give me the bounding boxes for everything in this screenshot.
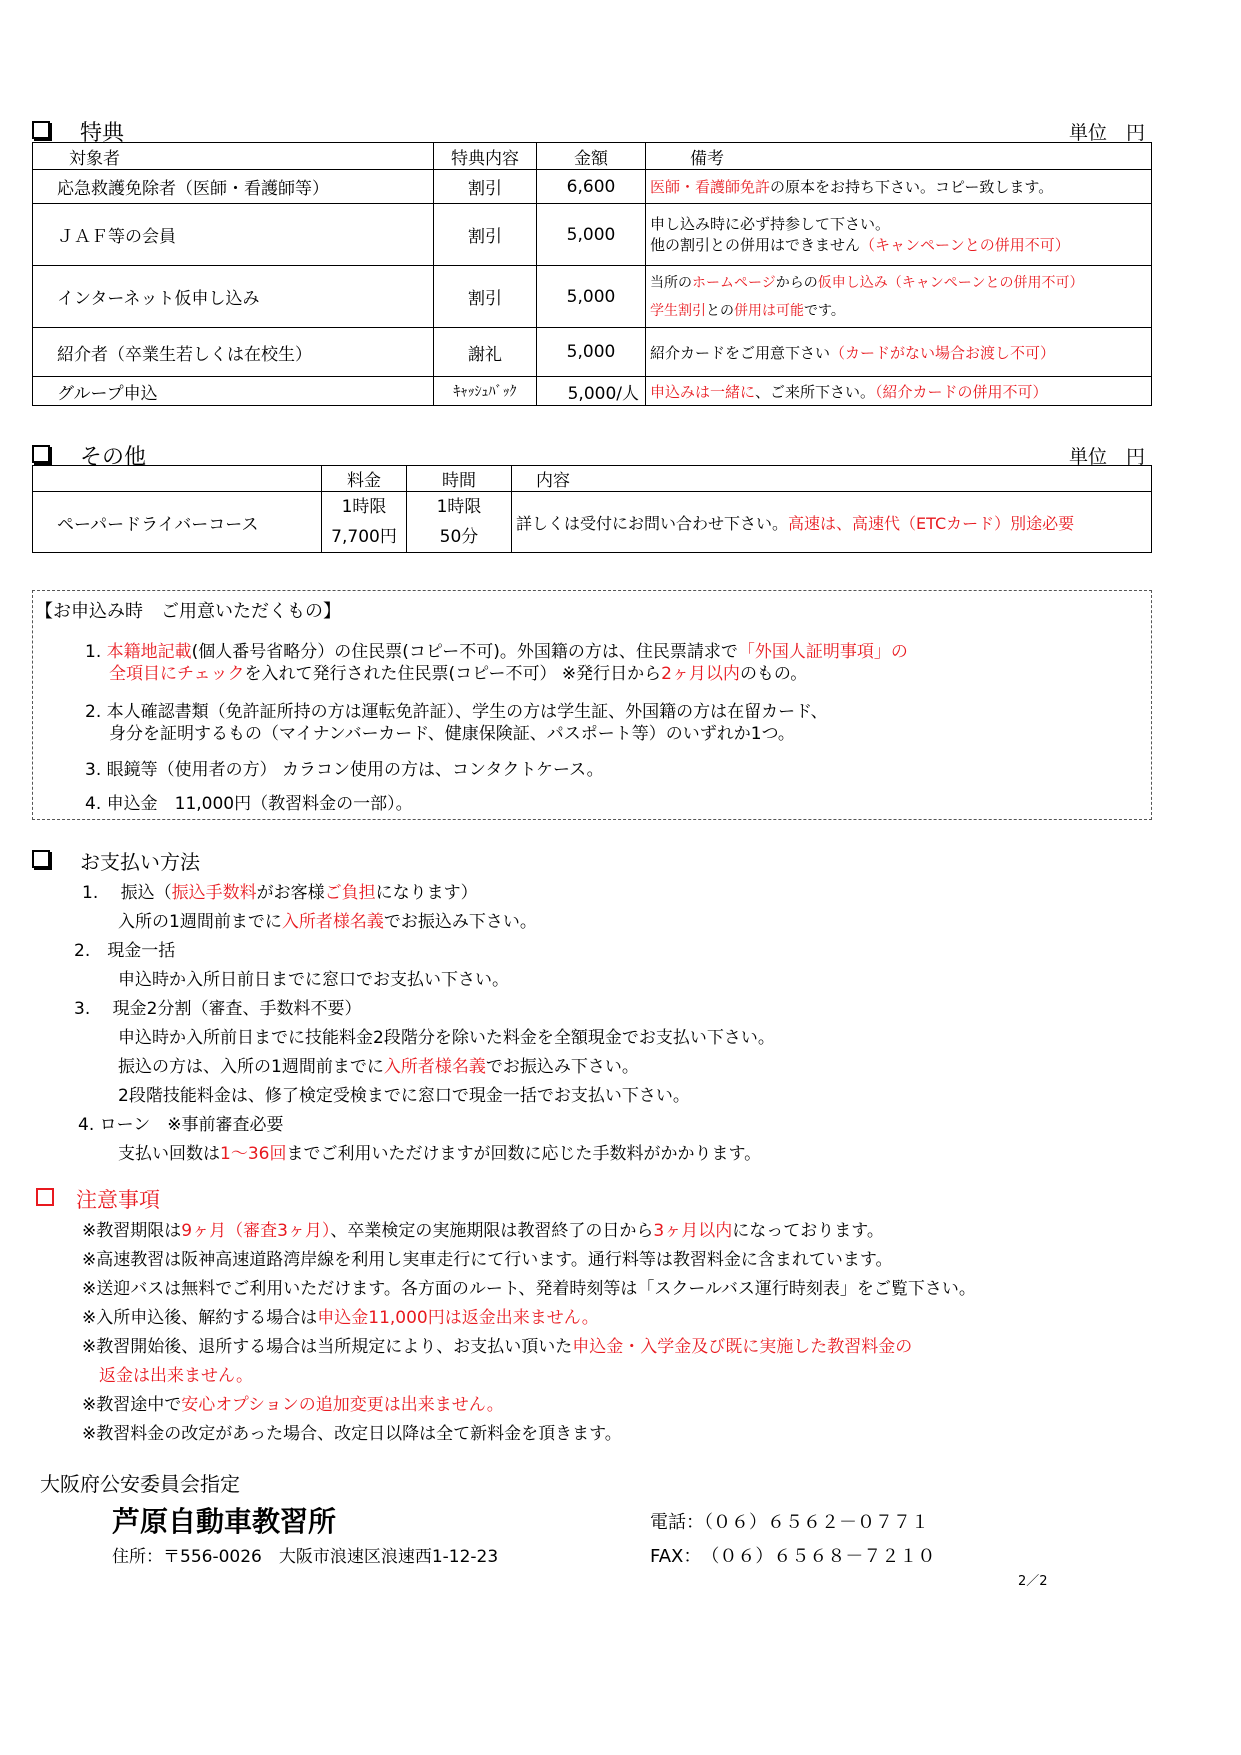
checkbox-square-icon xyxy=(32,121,50,139)
prepare-item: 4. 申込金 11,000円（教習料金の一部）。 xyxy=(85,794,413,814)
text-run: 入所の1週間前までに xyxy=(118,912,282,932)
tokuten-table xyxy=(32,142,1152,406)
square-icon xyxy=(36,1188,54,1206)
row-content: 謝礼 xyxy=(434,328,537,377)
chui-line xyxy=(82,1274,976,1303)
text-run: 詳しくは受付にお問い合わせ下さい。 xyxy=(516,513,789,533)
row-time: 1時限 50分 xyxy=(407,492,512,553)
row-target: 応急救護免除者（医師・看護師等） xyxy=(33,170,434,204)
row-fee: 1時限 7,700円 xyxy=(322,492,407,553)
payment-line xyxy=(118,1052,639,1077)
prepare-item: 3. 眼鏡等（使用者の方） カラコン使用の方は、コンタクトケース。 xyxy=(85,760,604,780)
table-row xyxy=(33,170,1152,204)
payment-line: 4. ローン ※事前審査必要 xyxy=(78,1115,284,1135)
fax: FAX： （０６）６５６８－７２１０ xyxy=(650,1546,936,1567)
text-run: 支払い回数は xyxy=(118,1144,220,1164)
text-run: ※高速教習は阪神高速道路湾岸線を利用し実車走行にて行います。通行料等は教習料金に含まれています。 xyxy=(82,1250,893,1270)
header-fee: 料金 xyxy=(322,466,407,492)
text-run: を入れて発行された住民票(コピー不可） ※発行日から xyxy=(244,664,662,684)
designation: 大阪府公安委員会指定 xyxy=(40,1472,240,1496)
highlight-text: 入所者様名義 xyxy=(383,1057,486,1077)
text-run: 1. 振込（ xyxy=(82,883,172,903)
payment-line: 3. 現金2分割（審査、手数料不要） xyxy=(74,999,362,1019)
row-name: ペーパードライバーコース xyxy=(33,492,322,553)
payment-line: 2. 現金一括 xyxy=(74,941,176,961)
row-amount: 5,000 xyxy=(537,266,646,328)
highlight-text: 全項目にチェック xyxy=(109,664,245,684)
text-run: の原本をお持ち下さい。コピー致します。 xyxy=(770,178,1054,196)
highlight-text: ホームページ xyxy=(692,274,776,291)
row-note xyxy=(646,377,1152,406)
header-time: 時間 xyxy=(407,466,512,492)
prepare-item: 2. 本人確認書類（免許証所持の方は運転免許証）、学生の方は学生証、外国籍の方は在留カード、 xyxy=(85,702,828,722)
chui-line xyxy=(82,1332,976,1361)
section-title-sonota: その他 xyxy=(32,440,146,471)
highlight-text: 2ヶ月以内 xyxy=(661,664,740,684)
section-title-payment: お支払い方法 xyxy=(32,846,200,875)
prepare-item-cont: 身分を証明するもの（マイナンバーカード、健康保険証、パスポート等）のいずれか1つ。 xyxy=(109,724,795,744)
text-run: 、ご来所下さい。 xyxy=(755,382,876,401)
highlight-text: 返金は出来ません。 xyxy=(82,1366,254,1386)
text-run: ※教習途中で xyxy=(82,1395,182,1415)
highlight-text: 申込みは一緒に xyxy=(650,382,756,401)
row-content: 割引 xyxy=(434,266,537,328)
row-target: インターネット仮申し込み xyxy=(33,266,434,328)
table-header-row xyxy=(33,143,1152,170)
highlight-text: （カードがない場合お渡し不可） xyxy=(830,343,1056,362)
chui-list xyxy=(82,1216,976,1448)
table-row xyxy=(33,377,1152,406)
row-amount: 6,600 xyxy=(537,170,646,204)
text-run: までご利用いただけますが回数に応じた手数料がかかります。 xyxy=(286,1144,762,1164)
highlight-text: 1～36回 xyxy=(220,1144,287,1164)
payment-line: 申込時か入所日前日までに窓口でお支払い下さい。 xyxy=(118,970,509,990)
text-run: 紹介カードをご用意下さい xyxy=(650,343,831,362)
table-header-row xyxy=(33,466,1152,492)
row-amount: 5,000 xyxy=(537,204,646,266)
row-target: ＪＡＦ等の会員 xyxy=(33,204,434,266)
payment-line: 申込時か入所前日までに技能料金2段階分を除いた料金を全額現金でお支払い下さい。 xyxy=(118,1028,775,1048)
sonota-table xyxy=(32,465,1152,553)
row-target: 紹介者（卒業生若しくは在校生） xyxy=(33,328,434,377)
text-run: のもの。 xyxy=(739,664,808,684)
checkbox-square-icon xyxy=(32,850,50,868)
highlight-text: 医師・看護師免許 xyxy=(650,178,771,196)
text-run: (個人番号省略分）の住民票(コピー不可)。外国籍の方は、住民票請求で xyxy=(191,642,738,662)
row-content: 割引 xyxy=(434,170,537,204)
highlight-text: 3ヶ月以内 xyxy=(653,1221,733,1241)
highlight-text: 本籍地記載 xyxy=(106,642,192,662)
highlight-text: 申込金11,000円は返金出来ません。 xyxy=(317,1308,599,1328)
chui-line xyxy=(82,1216,976,1245)
highlight-text: 安心オプションの追加変更は出来ません。 xyxy=(181,1395,504,1415)
row-target: グループ申込 xyxy=(33,377,434,406)
row-content xyxy=(512,492,1152,553)
header-note: 備考 xyxy=(646,143,1152,170)
table-row xyxy=(33,328,1152,377)
row-content: 割引 xyxy=(434,204,537,266)
text-run: になります） xyxy=(375,883,478,903)
text-run: ※教習期限は xyxy=(82,1221,182,1241)
text-run: になっております。 xyxy=(732,1221,884,1241)
highlight-text: （キャンペーンとの併用不可） xyxy=(860,235,1070,254)
highlight-text: 「外国人証明事項」の xyxy=(737,642,908,662)
chui-line xyxy=(82,1303,976,1332)
highlight-text: 振込手数料 xyxy=(171,883,257,903)
row-note xyxy=(646,266,1152,328)
page-number: 2／2 xyxy=(1018,1574,1048,1589)
checkbox-square-icon xyxy=(32,445,50,463)
text-run: でお振込み下さい。 xyxy=(383,912,537,932)
highlight-text: （紹介カードの併用不可） xyxy=(875,382,1048,401)
text-run: ※教習開始後、退所する場合は当所規定により、お支払い頂いた xyxy=(82,1337,573,1357)
text-run: 振込の方は、入所の1週間前までに xyxy=(118,1057,384,1077)
address: 住所：〒556-0026 大阪市浪速区浪速西1-12-23 xyxy=(112,1547,499,1567)
school-name: 芦原自動車教習所 xyxy=(112,1505,337,1538)
text-run: 他の割引との併用はできません xyxy=(650,235,861,254)
text-run: との xyxy=(706,302,734,319)
row-content: ｷｬｯｼｭﾊﾞｯｸ xyxy=(434,377,537,406)
table-row xyxy=(33,492,1152,553)
highlight-text: 高速は、高速代（ETCカード）別途必要 xyxy=(788,513,1075,533)
header-content: 内容 xyxy=(512,466,1152,492)
highlight-text: 申込金・入学金及び既に実施した教習料金の xyxy=(572,1337,913,1357)
section-title-tokuten: 特典 xyxy=(32,116,124,147)
row-note xyxy=(646,328,1152,377)
text-run: でお振込み下さい。 xyxy=(485,1057,639,1077)
text-run: ※送迎バスは無料でご利用いただけます。各方面のルート、発着時刻等は「スクールバス運行時刻表」をご覧下さい。 xyxy=(82,1279,976,1299)
text-run: です。 xyxy=(804,302,845,319)
chui-line xyxy=(82,1245,976,1274)
highlight-text: 9ヶ月（審査3ヶ月） xyxy=(181,1221,331,1241)
header-content: 特典内容 xyxy=(434,143,537,170)
text-run: 当所の xyxy=(650,274,692,291)
highlight-text: 併用は可能 xyxy=(734,302,804,319)
chui-line xyxy=(82,1361,976,1390)
table-row xyxy=(33,204,1152,266)
payment-line xyxy=(118,907,537,932)
table-row xyxy=(33,266,1152,328)
text-run: 1. xyxy=(85,642,107,662)
section-title-chui: 注意事項 xyxy=(36,1184,160,1214)
highlight-text: 学生割引 xyxy=(650,302,706,319)
header-amount: 金額 xyxy=(537,143,646,170)
row-note: 申し込み時に必ず持参して下さい。 他の割引との併用はできません（キャンペーンとの併用不可） xyxy=(646,204,1152,266)
highlight-text: ご負担 xyxy=(324,883,376,903)
chui-line xyxy=(82,1419,976,1448)
payment-line xyxy=(82,878,478,903)
unit-label: 単位 円 xyxy=(1068,122,1145,144)
highlight-text: 入所者様名義 xyxy=(281,912,384,932)
payment-line xyxy=(118,1139,761,1164)
payment-line: 2段階技能料金は、修了検定受検までに窓口で現金一括でお支払い下さい。 xyxy=(118,1086,690,1106)
prepare-title: 【お申込み時 ご用意いただくもの】 xyxy=(35,601,341,622)
row-note xyxy=(646,170,1152,204)
text-run: ※入所申込後、解約する場合は xyxy=(82,1308,318,1328)
highlight-text: 仮申し込み（キャンペーンとの併用不可） xyxy=(817,274,1084,291)
header-target: 対象者 xyxy=(33,143,434,170)
prepare-box xyxy=(32,590,1152,820)
text-run: ※教習料金の改定があった場合、改定日以降は全て新料金を頂きます。 xyxy=(82,1424,622,1444)
text-run: 、卒業検定の実施期限は教習終了の日から xyxy=(330,1221,654,1241)
text-run: がお客様 xyxy=(256,883,325,903)
header-blank xyxy=(33,466,322,492)
prepare-item-cont xyxy=(109,659,807,684)
unit-label: 単位 円 xyxy=(1068,446,1145,468)
row-amount: 5,000/人 xyxy=(537,377,646,406)
row-amount: 5,000 xyxy=(537,328,646,377)
tel: 電話：（０６）６５６２－０７７１ xyxy=(650,1512,929,1533)
chui-line xyxy=(82,1390,976,1419)
text-run: からの xyxy=(775,274,818,291)
